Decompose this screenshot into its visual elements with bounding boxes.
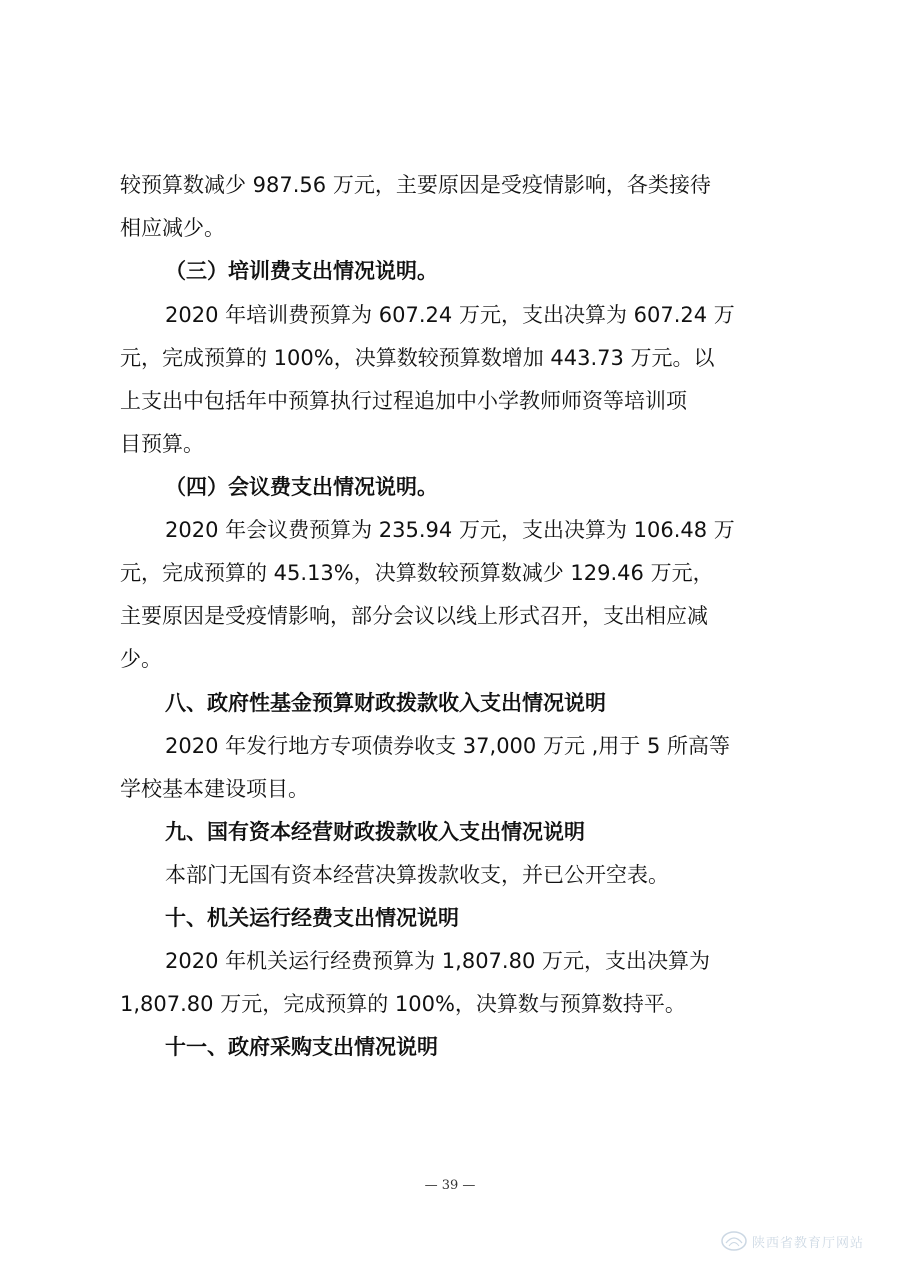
watermark-logo-icon xyxy=(720,1229,748,1253)
section-heading: 九、国有资本经营财政拨款收入支出情况说明 xyxy=(165,820,585,844)
paragraph-line: 2020 年会议费预算为 235.94 万元，支出决算为 106.48 万 xyxy=(165,518,735,542)
paragraph-line: 2020 年机关运行经费预算为 1,807.80 万元，支出决算为 xyxy=(165,949,710,973)
section-heading: （四）会议费支出情况说明。 xyxy=(165,475,438,499)
paragraph-line: 目预算。 xyxy=(120,432,204,456)
paragraph-line: 元，完成预算的 100%，决算数较预算数增加 443.73 万元。以 xyxy=(120,346,715,370)
section-heading: 八、政府性基金预算财政拨款收入支出情况说明 xyxy=(165,691,606,715)
paragraph-line: 2020 年发行地方专项债券收支 37,000 万元 ,用于 5 所高等 xyxy=(165,734,731,758)
paragraph-line: 1,807.80 万元，完成预算的 100%，决算数与预算数持平。 xyxy=(120,992,686,1016)
paragraph-line: 本部门无国有资本经营决算拨款收支，并已公开空表。 xyxy=(165,863,669,887)
page-number: — 39 — xyxy=(424,1178,476,1193)
paragraph-line: 较预算数减少 987.56 万元，主要原因是受疫情影响，各类接待 xyxy=(120,173,711,197)
paragraph-line: 学校基本建设项目。 xyxy=(120,777,309,801)
paragraph-line: 上支出中包括年中预算执行过程追加中小学教师师资等培训项 xyxy=(120,389,687,413)
paragraph-line: 元，完成预算的 45.13%，决算数较预算数减少 129.46 万元， xyxy=(120,561,714,585)
section-heading: 十、机关运行经费支出情况说明 xyxy=(165,906,459,930)
paragraph-line: 少。 xyxy=(120,647,162,671)
paragraph-line: 2020 年培训费预算为 607.24 万元，支出决算为 607.24 万 xyxy=(165,303,735,327)
paragraph-line: 相应减少。 xyxy=(120,216,225,240)
watermark xyxy=(720,1226,890,1256)
section-heading: 十一、政府采购支出情况说明 xyxy=(165,1035,438,1059)
section-heading: （三）培训费支出情况说明。 xyxy=(165,259,438,283)
watermark-text: 陕西省教育厅网站 xyxy=(752,1235,865,1251)
paragraph-line: 主要原因是受疫情影响，部分会议以线上形式召开，支出相应减 xyxy=(120,604,708,628)
